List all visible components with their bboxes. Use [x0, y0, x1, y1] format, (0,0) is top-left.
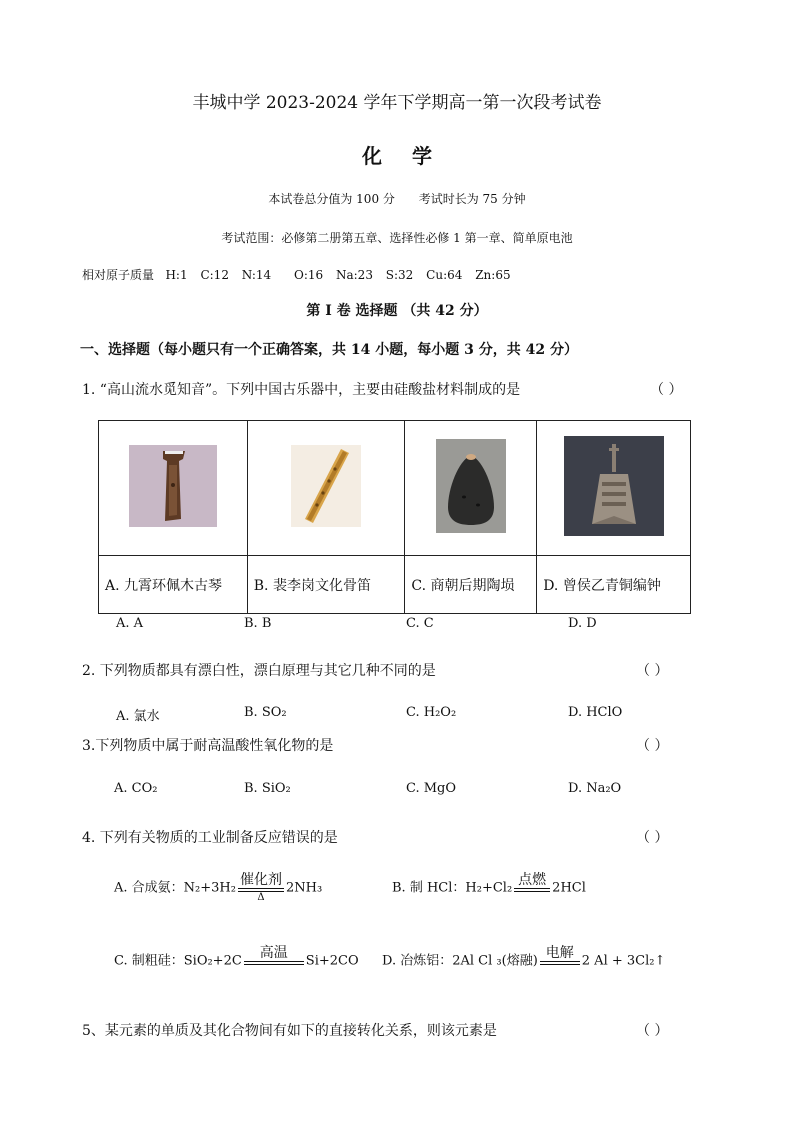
- table-label: D. 曾侯乙青铜编钟: [537, 556, 691, 614]
- reaction-arrow: [238, 872, 284, 904]
- question-2-text: 2. 下列物质都具有漂白性，漂白原理与其它几种不同的是: [82, 663, 436, 679]
- q4-option-d[interactable]: [382, 945, 665, 977]
- table-label: A. 九霄环佩木古琴: [99, 556, 248, 614]
- option-label: B. 制 HCl：: [392, 880, 466, 896]
- q1-option-b[interactable]: B. B: [244, 616, 272, 631]
- table-label: C. 商朝后期陶埙: [405, 556, 537, 614]
- atomic-mass: Zn:65: [475, 268, 511, 282]
- q2-option-d[interactable]: D. HClO: [568, 705, 623, 720]
- table-cell: [99, 421, 248, 556]
- exam-duration: 考试时长为 75 分钟: [418, 192, 526, 206]
- reactants: H₂+Cl₂: [465, 880, 513, 896]
- exam-scope: 考试范围：必修第二册第五章、选择性必修 1 第一章、简单原电池: [221, 231, 573, 245]
- atomic-label: 相对原子质量: [82, 268, 155, 282]
- atomic-mass: Na:23: [335, 268, 373, 282]
- question-3-text: 3.下列物质中属于耐高温酸性氧化物的是: [82, 738, 334, 754]
- reaction-condition: 电解: [545, 945, 574, 961]
- question-5-text: 5、某元素的单质及其化合物间有如下的直接转化关系，则该元素是: [82, 1023, 497, 1039]
- q4-option-b[interactable]: [392, 872, 586, 904]
- products: Si+2CO: [305, 953, 359, 969]
- products: 2NH₃: [285, 880, 323, 896]
- q1-option-c[interactable]: C. C: [406, 616, 434, 631]
- atomic-mass: N:14: [241, 268, 272, 282]
- table-label: B. 裴李岗文化骨笛: [247, 556, 405, 614]
- option-label: A. 合成氨：: [114, 880, 184, 896]
- exam-meta: [0, 190, 794, 207]
- products: 2 Al + 3Cl₂↑: [581, 953, 666, 969]
- exam-title: 丰城中学 2023-2024 学年下学期高一第一次段考试卷: [192, 93, 602, 113]
- atomic-mass: O:16: [294, 268, 324, 282]
- q2-option-c[interactable]: C. H₂O₂: [406, 705, 457, 720]
- atomic-masses: [82, 266, 520, 283]
- q3-option-b[interactable]: B. SiO₂: [244, 781, 291, 796]
- q3-option-c[interactable]: C. MgO: [406, 781, 457, 796]
- answer-blank-1: （ ）: [650, 382, 683, 398]
- pottery-xun-photo: [436, 439, 506, 533]
- atomic-mass: S:32: [385, 268, 414, 282]
- table-cell: [247, 421, 405, 556]
- instrument-table: [98, 420, 691, 614]
- reaction-arrow: [244, 945, 304, 977]
- answer-blank-4: （ ）: [636, 830, 669, 846]
- section-heading: 一、选择题（每小题只有一个正确答案，共 14 小题，每小题 3 分，共 42 分）: [80, 342, 578, 358]
- reaction-condition: 点燃: [518, 872, 547, 888]
- q1-option-a[interactable]: A. A: [116, 616, 144, 631]
- table-cell: [537, 421, 691, 556]
- atomic-mass: Cu:64: [426, 268, 463, 282]
- q1-option-d[interactable]: D. D: [568, 616, 597, 631]
- option-label: D. 冶炼铝：: [382, 953, 453, 969]
- bronze-bell-photo: [564, 436, 664, 536]
- guqin-photo: [129, 445, 217, 527]
- reaction-condition: 催化剂: [239, 872, 282, 888]
- atomic-mass: C:12: [200, 268, 229, 282]
- q2-option-b[interactable]: B. SO₂: [244, 705, 287, 720]
- reaction-arrow: [540, 945, 580, 977]
- q2-option-a[interactable]: A. 氯水: [116, 709, 160, 724]
- reactants: N₂+3H₂: [183, 880, 236, 896]
- subject-title: 化学: [362, 144, 462, 168]
- products: 2HCl: [552, 880, 586, 896]
- answer-blank-5: （ ）: [636, 1023, 669, 1039]
- reaction-condition: 高温: [259, 945, 288, 961]
- total-score: 本试卷总分值为 100 分: [268, 192, 395, 206]
- q3-option-a[interactable]: A. CO₂: [114, 781, 158, 796]
- reactants: SiO₂+2C: [183, 953, 242, 969]
- part-heading: 第 I 卷 选择题 （共 42 分）: [306, 303, 488, 319]
- question-4-text: 4. 下列有关物质的工业制备反应错误的是: [82, 830, 338, 846]
- answer-blank-2: （ ）: [636, 663, 669, 679]
- atomic-mass: H:1: [165, 268, 188, 282]
- reaction-arrow: [514, 872, 550, 904]
- question-1-text: 1. “高山流水觅知音”。下列中国古乐器中，主要由硅酸盐材料制成的是: [82, 382, 521, 398]
- reactants: 2Al Cl ₃(熔融): [452, 953, 538, 969]
- q3-option-d[interactable]: D. Na₂O: [568, 781, 622, 796]
- answer-blank-3: （ ）: [636, 738, 669, 754]
- heat-symbol: Δ: [257, 892, 265, 903]
- bone-flute-photo: [291, 445, 361, 527]
- q4-option-c[interactable]: [114, 945, 359, 977]
- q4-option-a[interactable]: [114, 872, 322, 904]
- option-label: C. 制粗硅：: [114, 953, 184, 969]
- table-cell: [405, 421, 537, 556]
